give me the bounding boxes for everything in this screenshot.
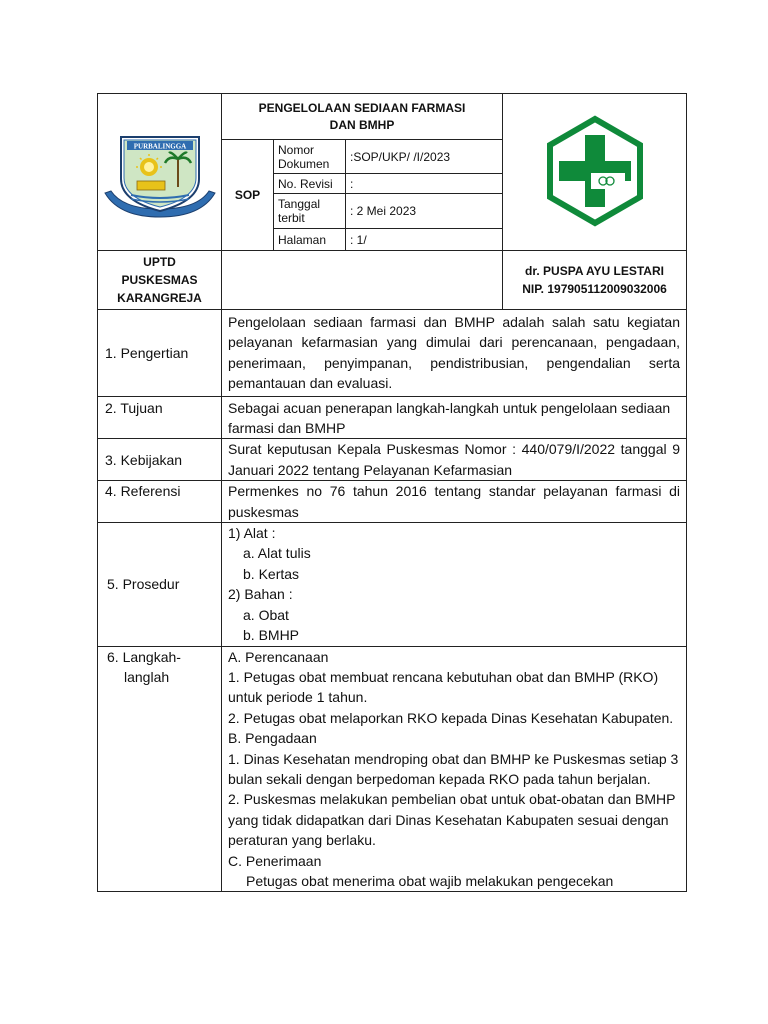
section-text (222, 646, 687, 892)
puskesmas-logo-cell (503, 94, 687, 251)
list-item: 2. Petugas obat melaporkan RKO kepada Dinas Kesehatan Kabupaten. (228, 709, 674, 726)
sop-document (97, 93, 686, 892)
meta-label-halaman: Halaman (274, 229, 346, 251)
sop-body-table (97, 309, 687, 892)
meta-value-tanggal: : 2 Mei 2023 (346, 194, 503, 229)
list-item: 2) Bahan : (228, 586, 293, 603)
list-item: 2. Puskesmas melakukan pembelian obat untuk obat-obatan dan BMHP yang tidak didapatkan dari Dinas Kesehatan Kabupaten sesuai dengan peraturan yang berlaku. (228, 791, 676, 849)
section-text: Pengelolaan sediaan farmasi dan BMHP adalah salah satu kegiatan pelayanan kefarmasian yang dimulai dari perencanaan, pengadaan, penerimaan, penyimpanan, pendistribusian, pengendalian serta pemantauan dan evaluasi. (222, 310, 687, 397)
list-item: b. BMHP (243, 627, 300, 644)
signer-nip: NIP. 197905112009032006 (522, 282, 667, 296)
meta-value-revisi: : (346, 174, 503, 194)
section-label: 4. Referensi (98, 481, 222, 523)
list-item: b. Kertas (243, 565, 300, 582)
meta-value-nomor: :SOP/UKP/ /I/2023 (346, 140, 503, 174)
meta-value-halaman: : 1/ (346, 229, 503, 251)
blank-header-cell (222, 251, 503, 310)
section-text: Sebagai acuan penerapan langkah-langkah untuk pengelolaan sediaan farmasi dan BMHP (222, 396, 687, 439)
list-item: a. Obat (243, 606, 289, 623)
section-row-kebijakan (98, 439, 687, 481)
meta-label-nomor: Nomor Dokumen (274, 140, 346, 174)
section-row-pengertian (98, 310, 687, 397)
district-crest-icon (99, 121, 221, 221)
crest-banner-text: PURBALINGGA (133, 142, 186, 150)
section-label: 1. Pengertian (98, 310, 222, 397)
section-row-referensi (98, 481, 687, 523)
section-label: 2. Tujuan (98, 396, 222, 439)
list-item: A. Perencanaan (228, 648, 329, 665)
section-label: 6. Langkah- langlah (98, 646, 222, 892)
section-row-prosedur (98, 523, 687, 646)
section-text: Permenkes no 76 tahun 2016 tentang standar pelayanan farmasi di puskesmas (222, 481, 687, 523)
meta-label-revisi: No. Revisi (274, 174, 346, 194)
sop-header-table (97, 93, 687, 310)
list-item: 1. Petugas obat membuat rencana kebutuhan obat dan BMHP (RKO) untuk periode 1 tahun. (228, 668, 659, 706)
document-title (222, 94, 503, 140)
title-line-1: PENGELOLAAN SEDIAAN FARMASI (258, 100, 466, 115)
meta-label-tanggal: Tanggal terbit (274, 194, 346, 229)
list-item: C. Penerimaan (228, 852, 322, 869)
puskesmas-logo-icon (539, 115, 651, 227)
district-crest-cell (98, 94, 222, 251)
list-item: a. Alat tulis (243, 545, 311, 562)
signature-block (503, 251, 687, 310)
section-text (222, 523, 687, 646)
section-text: Surat keputusan Kepala Puskesmas Nomor : 440/079/I/2022 tanggal 9 Januari 2022 tentang Pelayanan Kefarmasian (222, 439, 687, 481)
section-row-tujuan (98, 396, 687, 439)
section-row-langkah (98, 646, 687, 892)
organization-name: UPTD PUSKESMAS KARANGREJA (98, 251, 222, 310)
section-label: 5. Prosedur (98, 523, 222, 646)
list-item: 1. Dinas Kesehatan mendroping obat dan BMHP ke Puskesmas setiap 3 bulan sekali dengan berpedoman kepada RKO pada tahun berjalan. (228, 750, 679, 787)
sop-label: SOP (222, 140, 274, 251)
signer-name: dr. PUSPA AYU LESTARI (525, 264, 664, 278)
list-item: 1) Alat : (228, 525, 276, 542)
title-line-2: DAN BMHP (329, 117, 395, 132)
list-item: Petugas obat menerima obat wajib melakukan pengecekan (246, 872, 614, 889)
section-label: 3. Kebijakan (98, 439, 222, 481)
list-item: B. Pengadaan (228, 730, 317, 747)
